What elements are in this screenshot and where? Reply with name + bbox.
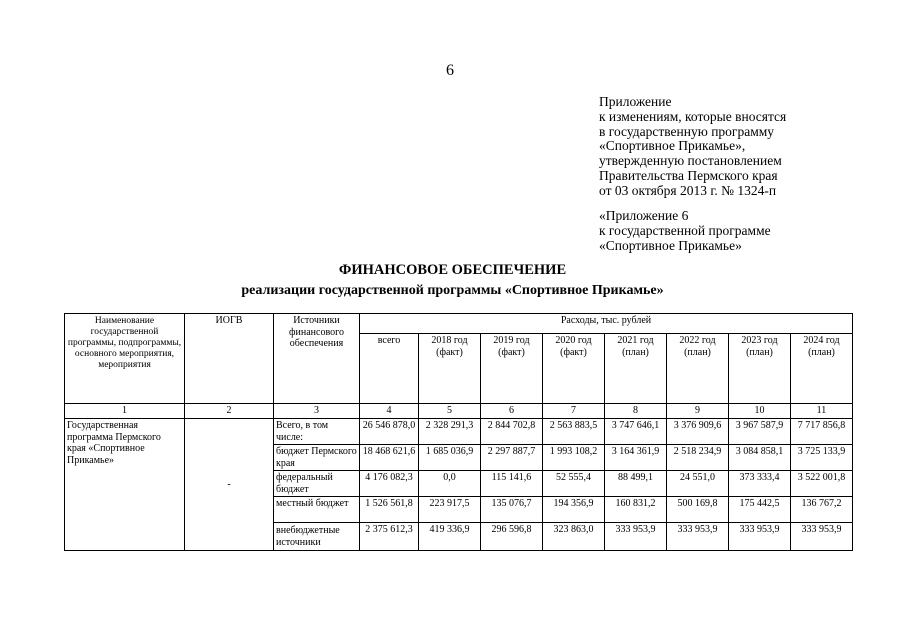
value-cell: 3 376 909,6	[667, 419, 729, 445]
value-cell: 500 169,8	[667, 497, 729, 523]
value-cell: 136 767,2	[791, 497, 853, 523]
source-cell: бюджет Пермского края	[274, 445, 360, 471]
header-year: 2022 год (план)	[667, 334, 729, 404]
value-cell: 7 717 856,8	[791, 419, 853, 445]
program-name: Государственная программа Пермского края «Спортивное Прикамье»	[65, 419, 185, 551]
value-cell: 4 176 082,3	[360, 471, 419, 497]
value-cell: 3 747 646,1	[605, 419, 667, 445]
value-cell: 2 375 612,3	[360, 523, 419, 551]
appendix-line: Приложение	[599, 94, 672, 109]
source-cell: Всего, в том числе:	[274, 419, 360, 445]
appendix-line: Правительства Пермского края	[599, 167, 778, 183]
value-cell: 2 297 887,7	[481, 445, 543, 471]
table-row	[65, 419, 853, 445]
header-year: 2018 год (факт)	[419, 334, 481, 404]
column-number: 11	[791, 404, 853, 419]
page-number: 6	[446, 62, 454, 79]
appendix-line: утвержденную постановлением	[599, 153, 782, 169]
appendix-line: к изменениям, которые вносятся	[599, 108, 787, 124]
appendix-line: в государственную программу	[599, 123, 775, 139]
column-number: 1	[65, 404, 185, 419]
value-cell: 2 563 883,5	[543, 419, 605, 445]
value-cell: 24 551,0	[667, 471, 729, 497]
source-cell: местный бюджет	[274, 497, 360, 523]
value-cell: 2 844 702,8	[481, 419, 543, 445]
value-cell: 3 084 858,1	[729, 445, 791, 471]
column-number: 4	[360, 404, 419, 419]
header-year: 2023 год (план)	[729, 334, 791, 404]
value-cell: 115 141,6	[481, 471, 543, 497]
value-cell: 1 685 036,9	[419, 445, 481, 471]
appendix-line: «Спортивное Прикамье»,	[599, 138, 746, 154]
value-cell: 2 328 291,3	[419, 419, 481, 445]
column-number: 9	[667, 404, 729, 419]
value-cell: 333 953,9	[729, 523, 791, 551]
value-cell: 88 499,1	[605, 471, 667, 497]
value-cell: 2 518 234,9	[667, 445, 729, 471]
column-number: 3	[274, 404, 360, 419]
header-expenses: Расходы, тыс. рублей	[360, 314, 853, 334]
value-cell: 52 555,4	[543, 471, 605, 497]
value-cell: 1 993 108,2	[543, 445, 605, 471]
value-cell: 333 953,9	[791, 523, 853, 551]
appendix-ref-line: «Спортивное Прикамье»	[599, 237, 742, 253]
appendix-reference	[599, 209, 771, 253]
column-number: 5	[419, 404, 481, 419]
value-cell: 26 546 878,0	[360, 419, 419, 445]
appendix-ref-line: «Приложение 6	[599, 208, 689, 223]
value-cell: 3 164 361,9	[605, 445, 667, 471]
value-cell: 333 953,9	[667, 523, 729, 551]
header-year: 2024 год (план)	[791, 334, 853, 404]
header-year: 2020 год (факт)	[543, 334, 605, 404]
value-cell: 323 863,0	[543, 523, 605, 551]
header-name: Наименование государственной программы, подпрограммы, основного мероприятия, мероприятия	[65, 314, 185, 404]
header-year: 2021 год (план)	[605, 334, 667, 404]
appendix-line: от 03 октября 2013 г. № 1324-п	[599, 182, 777, 198]
source-cell: внебюджетные источники	[274, 523, 360, 551]
value-cell: 175 442,5	[729, 497, 791, 523]
value-cell: 373 333,4	[729, 471, 791, 497]
document-title: ФИНАНСОВОЕ ОБЕСПЕЧЕНИЕ	[338, 262, 567, 278]
value-cell: 194 356,9	[543, 497, 605, 523]
appendix-note	[599, 95, 786, 199]
header-sources: Источники финансового обеспечения	[274, 314, 360, 404]
column-number: 2	[185, 404, 274, 419]
value-cell: 0,0	[419, 471, 481, 497]
value-cell: 3 725 133,9	[791, 445, 853, 471]
header-year: 2019 год (факт)	[481, 334, 543, 404]
iogv-value: -	[185, 419, 274, 551]
value-cell: 3 522 001,8	[791, 471, 853, 497]
appendix-ref-line: к государственной программе	[599, 222, 771, 238]
value-cell: 135 076,7	[481, 497, 543, 523]
value-cell: 1 526 561,8	[360, 497, 419, 523]
value-cell: 296 596,8	[481, 523, 543, 551]
value-cell: 223 917,5	[419, 497, 481, 523]
column-number: 6	[481, 404, 543, 419]
value-cell: 3 967 587,9	[729, 419, 791, 445]
value-cell: 18 468 621,6	[360, 445, 419, 471]
source-cell: федеральный бюджет	[274, 471, 360, 497]
document-subtitle: реализации государственной программы «Спортивное Прикамье»	[241, 283, 664, 298]
value-cell: 333 953,9	[605, 523, 667, 551]
column-number: 8	[605, 404, 667, 419]
column-number: 7	[543, 404, 605, 419]
header-year: всего	[360, 334, 419, 404]
value-cell: 160 831,2	[605, 497, 667, 523]
column-number: 10	[729, 404, 791, 419]
header-iogv: ИОГВ	[185, 314, 274, 404]
value-cell: 419 336,9	[419, 523, 481, 551]
financing-table	[64, 313, 853, 551]
